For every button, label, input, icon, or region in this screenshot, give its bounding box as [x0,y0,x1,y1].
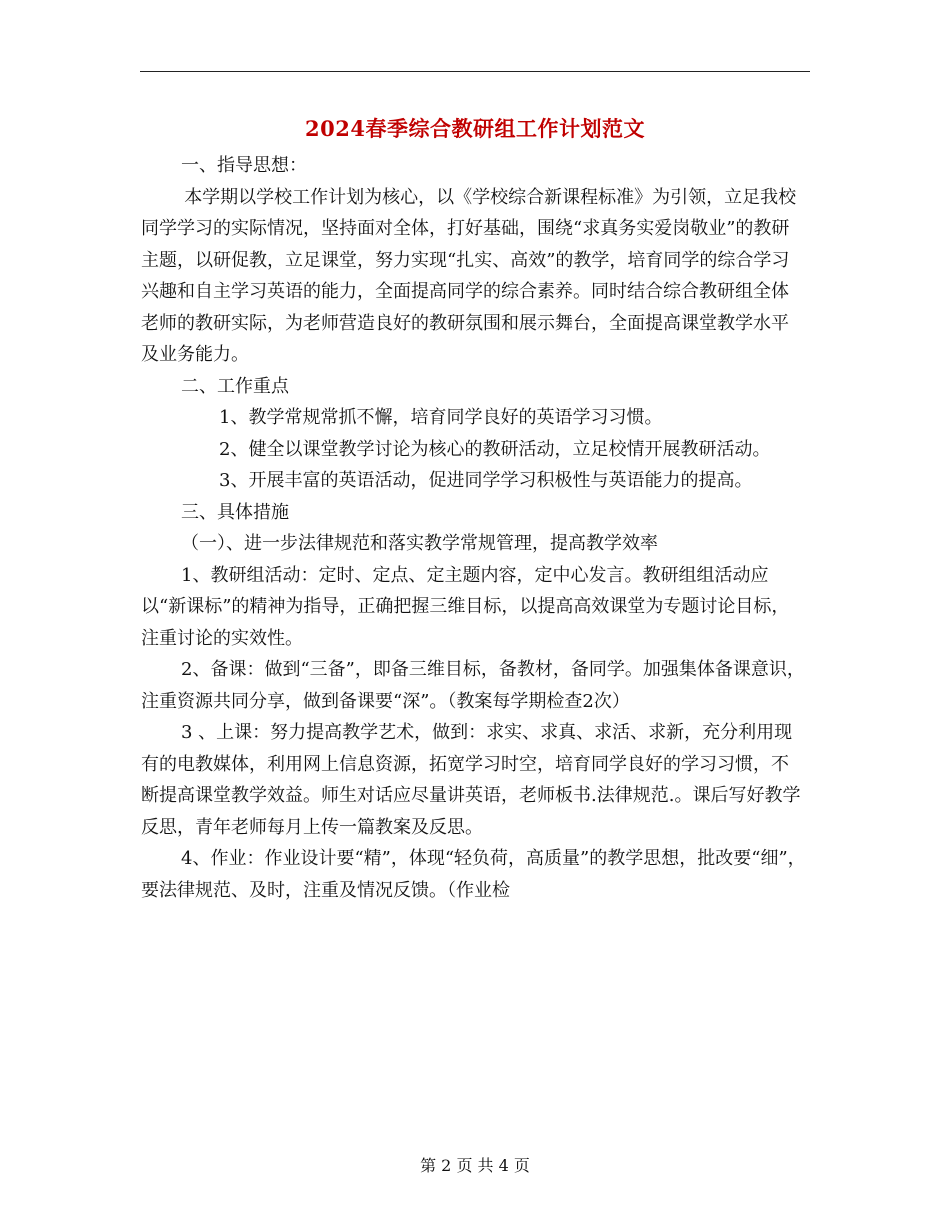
list-item-focus-2: 2、健全以课堂教学讨论为核心的教研活动，立足校情开展教研活动。 [219,438,771,460]
paragraph-research-activity: 1、教研组活动：定时、定点、定主题内容，定中心发言。教研组组活动应以“新课标”的精神为指导，正确把握三维目标，以提高高效课堂为专题讨论目标，注重讨论的实效性。 [141,564,790,649]
heading-guiding-thought: 一、指导思想： [181,155,307,176]
heading-measures: 三、具体措施 [181,501,289,523]
paragraph-homework: 4、作业：作业设计要“精”，体现“轻负荷，高质量”的教学思想，批改要“细”，要法律规范、及时，注重及情况反馈。（作业检 [141,848,806,901]
list-item-focus-3: 3、开展丰富的英语活动，促进同学学习积极性与英语能力的提高。 [219,470,753,491]
paragraph-teaching: 3 、上课：努力提高教学艺术，做到：求实、求真、求活、求新，充分利用现有的电教媒体，利用网上信息资源，拓宽学习时空，培育同学良好的学习习惯，不断提高课堂教学效益。师生对话应尽量讲英语，老师板书.法律规范.。课后写好教学反思，青年老师每月上传一篇教案及反思。 [141,722,801,838]
heading-work-focus: 二、工作重点 [181,375,289,397]
paragraph-guiding-thought: 本学期以学校工作计划为核心，以《学校综合新课程标准》为引领，立足我校同学学习的实际情况，坚持面对全体，打好基础，围绕“求真务实爱岗敬业”的教研主题，以研促教，立足课堂，努力实现“扎实、高效”的教学，培育同学的综合学习兴趣和自主学习英语的能力，全面提高同学的综合素养。同时结合综合教研组全体老师的教研实际，为老师营造良好的教研氛围和展示舞台，全面提高课堂教学水平及业务能力。 [141,186,797,365]
paragraph-lesson-prep: 2、备课：做到“三备”，即备三维目标，备教材，备同学。加强集体备课意识，注重资源共同分享，做到备课要“深”。（教案每学期检查2次） [141,659,805,712]
document-title: 2024春季综合教研组工作计划范文 [305,116,645,141]
subheading-measures-1: （一）、进一步法律规范和落实教学常规管理，提高教学效率 [181,533,658,554]
list-item-focus-1: 1、教学常规常抓不懈，培育同学良好的英语学习习惯。 [219,407,663,428]
document-body [141,150,806,906]
page-number: 第 2 页 共 4 页 [420,1156,530,1175]
header-rule [140,71,810,72]
